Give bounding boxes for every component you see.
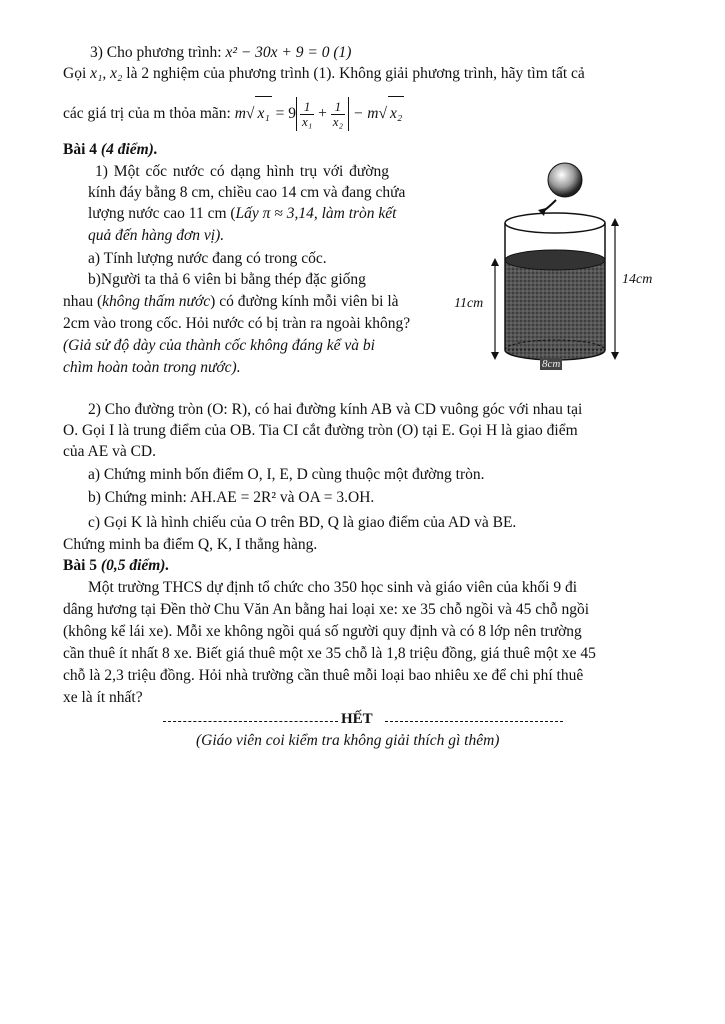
bai4-title: Bài 4 [63, 141, 98, 158]
q3-equation-number: (1) [329, 44, 352, 61]
bai5-heading [63, 556, 169, 575]
label-14cm: 14cm [622, 272, 653, 287]
end-label: HẾT [341, 711, 373, 727]
q3-line2-pre: Gọi [63, 65, 91, 82]
footer-note: (Giáo viên coi kiểm tra không giải thích gì thêm) [196, 732, 500, 749]
bai4-p1-line1: 1) Một cốc nước có dạng hình trụ với đường [95, 163, 389, 180]
q3-line2-post: là 2 nghiệm của phương trình (1). Không giải phương trình, hãy tìm tất cả [122, 65, 585, 82]
q3-line3-pre: các giá trị của m thỏa mãn: [63, 105, 235, 122]
q3-frac1 [300, 100, 314, 129]
steel-ball-icon [548, 163, 582, 197]
q3-frac1-num: 1 [300, 100, 314, 115]
q3-roots: x₁, x₂ [90, 65, 123, 82]
q3-heading: 3) Cho phương trình: [90, 44, 226, 61]
cylinder-illustration [460, 160, 660, 375]
bai4-part-b-line5: chìm hoàn toàn trong nước). [63, 359, 241, 376]
bai4-heading [63, 140, 158, 159]
q3-line1 [90, 43, 351, 62]
q3-plus: + [318, 105, 327, 123]
bai4-part-b-line2-a: nhau ( [63, 293, 103, 310]
bai4-p2-part-a: a) Chứng minh bốn điểm O, I, E, D cùng thuộc một đường tròn. [88, 466, 485, 483]
q3-sqrt-x2: x₂ [388, 96, 404, 131]
bai4-p1-line3 [88, 204, 396, 223]
cylinder-rim [505, 213, 605, 233]
bai5-line5: chỗ là 2,3 triệu đồng. Hỏi nhà trường cần thuê mỗi loại bao nhiêu xe để chi phí thuê [63, 667, 584, 684]
label-8cm: 8cm [542, 358, 561, 370]
bai4-p2-part-c-line1: c) Gọi K là hình chiếu của O trên BD, Q là giao điểm của AD và BE. [88, 514, 517, 531]
bai4-p1-line3-a: lượng nước cao 11 cm ( [88, 205, 236, 222]
bai4-p2-part-b: b) Chứng minh: AH.AE = 2R² và OA = 3.OH. [88, 489, 375, 506]
q3-equation: x² − 30x + 9 = 0 [225, 44, 330, 61]
bai4-p2-part-c-line2: Chứng minh ba điểm Q, K, I thẳng hàng. [63, 536, 318, 553]
bai4-part-b-line1: b)Người ta thả 6 viên bi bằng thép đặc giống [88, 271, 366, 288]
end-divider [163, 711, 563, 730]
q3-expr-eq9: = 9 [271, 105, 296, 122]
q3-line2 [63, 64, 585, 83]
bai4-p1-line2: kính đáy bằng 8 cm, chiều cao 14 cm và đang chứa [88, 184, 406, 201]
q3-frac1-den: x₁ [301, 114, 313, 130]
bai5-line2: dâng hương tại Đền thờ Chu Văn An bằng hai loại xe: xe 35 chỗ ngồi và 45 chỗ ngồi [63, 601, 590, 618]
q3-frac2-den: x₂ [332, 114, 344, 130]
bai4-p2-line1: 2) Cho đường tròn (O: R), có hai đường kính AB và CD vuông góc với nhau tại [88, 401, 583, 418]
q3-expr-m: m [234, 105, 246, 122]
bai5-line6: xe là ít nhất? [63, 689, 143, 706]
bai4-p1-line3-b: Lấy π ≈ 3,14, làm tròn kết [235, 205, 397, 222]
bai4-p2-line3: của AE và CD. [63, 443, 156, 460]
q3-frac2-num: 1 [331, 100, 345, 115]
bai4-part-b-line2-c: ) có đường kính mỗi viên bi là [210, 293, 399, 310]
bai4-part-b-line4: (Giả sử độ dày của thành cốc không đáng kể và bi [63, 337, 375, 354]
bai5-line1: Một trường THCS dự định tổ chức cho 350 học sinh và giáo viên của khối 9 đi [88, 579, 578, 596]
water-body [505, 260, 605, 360]
bai4-p2-line2: O. Gọi I là trung điểm của OB. Tia CI cắt đường tròn (O) tại E. Gọi H là giao điểm [63, 422, 578, 439]
bai4-part-a: a) Tính lượng nước đang có trong cốc. [88, 250, 327, 267]
q3-abs-expression [296, 97, 349, 131]
bai4-part-b-line2 [63, 292, 399, 311]
q3-sqrt-x1: x₁ [255, 96, 271, 131]
bai5-line4: cần thuê ít nhất 8 xe. Biết giá thuê một xe 35 chỗ là 1,8 triệu đồng, giá thuê một xe 45 [63, 645, 596, 662]
bai4-part-b-line3: 2cm vào trong cốc. Hỏi nước có bị tràn ra ngoài không? [63, 315, 411, 332]
water-surface [505, 250, 605, 270]
q3-frac2 [331, 100, 345, 129]
cylinder-figure [454, 160, 660, 375]
q3-line3: các giá trị của m thỏa mãn: m√ x₁ = 9 $\frac{1}{\text{x₁}}$ + $\frac{1}{\text{x₂}}$ − m√ x₂ [63, 96, 404, 131]
drop-arrowhead-icon [538, 208, 546, 216]
bai4-part-b-line2-b: không thấm nước [102, 293, 211, 310]
label-11cm: 11cm [454, 296, 484, 311]
end-divider-left [163, 721, 338, 722]
bai4-points: (4 điểm). [97, 141, 158, 158]
q3-expr-minus-m: − m [349, 105, 379, 122]
bai4-p1-line4: quả đến hàng đơn vị). [88, 227, 225, 244]
bai5-title: Bài 5 [63, 557, 98, 574]
bai5-points: (0,5 điểm). [97, 557, 170, 574]
end-divider-right [385, 721, 563, 722]
bai5-line3: (không kể lái xe). Mỗi xe không ngồi quá số người quy định và có 8 lớp nên trường [63, 623, 582, 640]
